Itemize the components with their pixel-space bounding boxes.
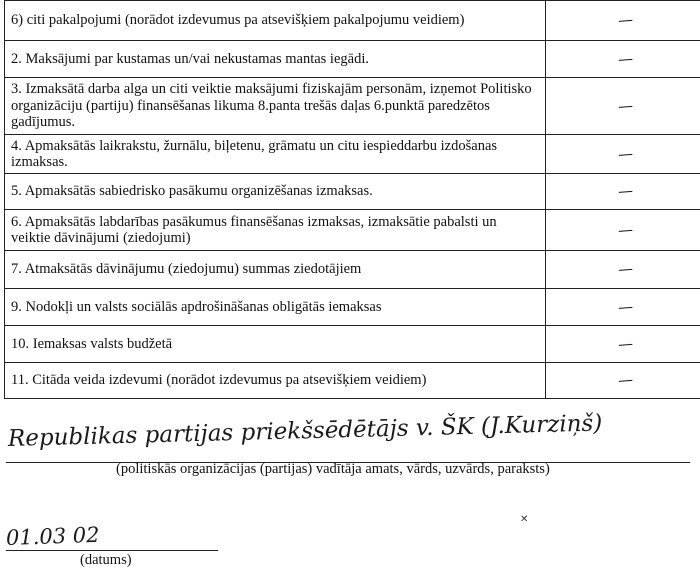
row-description: 10. Iemaksas valsts budžetā	[5, 326, 546, 363]
table-row	[5, 135, 700, 174]
row-description: 3. Izmaksātā darba alga un citi veiktie maksājumi fiziskajām personām, izņemot Politisko organizāciju (partiju) finansēšanas likuma 8.panta trešās daļas 6.punktā paredzētos gadījumus.	[5, 78, 546, 135]
signature-handwriting: Republikas partijas priekšsēdētājs v. ŠK (J.Kurziņš)	[7, 410, 603, 452]
row-value: —	[546, 174, 700, 210]
row-description: 6) citi pakalpojumi (norādot izdevumus pa atsevišķiem pakalpojumu veidiem)	[5, 1, 546, 41]
table-row	[5, 1, 700, 41]
signature-caption: (politiskās organizācijas (partijas) vadītāja amats, vārds, uzvārds, paraksts)	[116, 461, 550, 477]
row-description: 9. Nodokļi un valsts sociālās apdrošināšanas obligātās iemaksas	[5, 289, 546, 326]
row-description: 6. Apmaksātās labdarības pasākumus finansēšanas izmaksas, izmaksātie pabalsti un veiktie dāvinājumi (ziedojumi)	[5, 210, 546, 251]
row-value: —	[546, 41, 700, 78]
stray-mark: ✕	[520, 514, 529, 525]
row-value: —	[546, 289, 700, 326]
row-value: —	[546, 326, 700, 363]
expenses-table	[4, 0, 700, 399]
date-line	[6, 550, 218, 551]
row-value: —	[546, 251, 700, 289]
row-description: 4. Apmaksātās laikrakstu, žurnālu, biļetenu, grāmatu un citu iespieddarbu izdošanas izmaksas.	[5, 135, 546, 174]
row-value: —	[546, 78, 700, 135]
date-handwriting: 01.03 02	[5, 522, 100, 550]
row-value: —	[546, 1, 700, 41]
table-row	[5, 78, 700, 135]
row-description: 7. Atmaksātās dāvinājumu (ziedojumu) summas ziedotājiem	[5, 251, 546, 289]
table-row	[5, 174, 700, 210]
row-value: —	[546, 363, 700, 399]
table-row	[5, 326, 700, 363]
signature-block	[0, 400, 700, 579]
row-description: 2. Maksājumi par kustamas un/vai nekustamas mantas iegādi.	[5, 41, 546, 78]
row-value: —	[546, 210, 700, 251]
date-caption: (datums)	[80, 552, 132, 568]
row-description: 11. Citāda veida izdevumi (norādot izdevumus pa atsevišķiem veidiem)	[5, 363, 546, 399]
table-row	[5, 41, 700, 78]
table-row	[5, 363, 700, 399]
table-row	[5, 289, 700, 326]
table-row	[5, 210, 700, 251]
table-row	[5, 251, 700, 289]
row-value: —	[546, 135, 700, 174]
row-description: 5. Apmaksātās sabiedrisko pasākumu organizēšanas izmaksas.	[5, 174, 546, 210]
